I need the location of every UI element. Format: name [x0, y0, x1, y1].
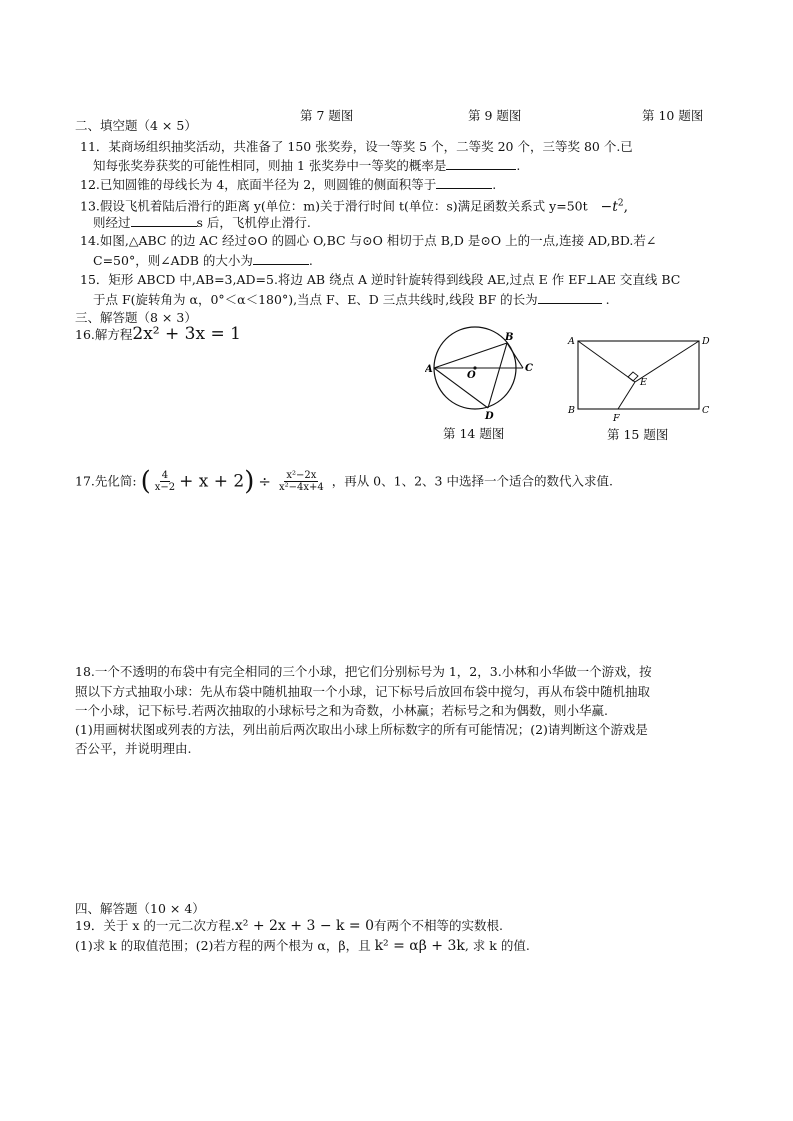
label-c: C — [525, 363, 533, 374]
section-solve-1: 三、解答题（8 × 3） — [75, 310, 197, 325]
right-paren: ) — [244, 466, 255, 497]
q16-equation: 2x² + 3x = 1 — [132, 324, 241, 344]
q12-text: 12.已知圆锥的母线长为 4，底面半径为 2，则圆锥的侧面积等于 — [80, 177, 437, 192]
q15-text: 于点 F(旋转角为 α，0°＜α＜180°),当点 F、E、D 三点共线时,线段 BF 的长为 — [93, 292, 538, 307]
q13-text3: s 后，飞机停止滑行. — [196, 215, 311, 230]
segment-ab — [434, 343, 507, 368]
segment-bc — [507, 343, 523, 368]
question-18-line2: 照以下方式抽取小球：先从布袋中随机抽取一个小球，记下标号后放回布袋中搅匀，再从布袋中随机抽取 — [75, 684, 651, 699]
question-11-line2 — [93, 157, 520, 174]
fraction-1 — [153, 470, 177, 493]
q13-minus: − — [600, 198, 613, 215]
section-solve-2: 四、解答题（10 × 4） — [75, 901, 205, 916]
label-b: B — [568, 405, 575, 416]
segment-bd — [488, 343, 507, 408]
q13-math — [592, 199, 628, 215]
q13-comma: , — [623, 198, 629, 215]
q15-blank[interactable] — [538, 291, 602, 304]
label-o: O — [467, 370, 476, 381]
question-14-line1: 14.如图,△ABC 的边 AC 经过⊙O 的圆心 O,BC 与⊙O 相切于点 B,D 是⊙O 上的一点,连接 AD,BD.若∠ — [80, 233, 657, 248]
question-18-line1: 18.一个不透明的布袋中有完全相同的三个小球，把它们分别标号为 1，2，3.小林和小华做一个游戏，按 — [75, 664, 652, 679]
q13-text2: 则经过 — [93, 215, 131, 230]
q14-period: . — [308, 253, 313, 268]
label-d: D — [702, 336, 710, 347]
fig10-caption: 第 10 题图 — [642, 108, 704, 123]
q17-suffix: ，再从 0、1、2、3 中选择一个适合的数代入求值. — [331, 473, 613, 489]
frac1-numerator: 4 — [161, 470, 169, 481]
question-13-line2 — [93, 214, 311, 231]
segment-ed — [635, 341, 699, 382]
q17-plus-terms: + x + 2 — [179, 471, 245, 492]
q17-prefix: 17.先化简: — [75, 473, 137, 489]
label-d: D — [485, 411, 494, 420]
q12-blank[interactable] — [436, 176, 492, 189]
segment-ad — [434, 368, 488, 408]
label-c: C — [702, 405, 710, 416]
q12-period: . — [492, 177, 497, 192]
question-18-line4: (1)用画树状图或列表的方法，列出前后两次取出小球上所标数字的所有可能情况；(2)请判断这个游戏是 — [75, 722, 648, 737]
right-angle-mark — [628, 372, 638, 381]
q19-text2: 有两个不相等的实数根. — [374, 918, 504, 933]
q11-blank[interactable] — [446, 157, 516, 170]
fig15-caption: 第 15 题图 — [607, 427, 669, 442]
segment-ae — [578, 341, 635, 382]
rectangle-abcd — [578, 341, 699, 409]
q19-text3: (1)求 k 的取值范围；(2)若方程的两个根为 α，β，且 — [75, 938, 371, 953]
q14-text: C=50°，则∠ADB 的大小为 — [93, 253, 253, 268]
question-15-line1: 15．矩形 ABCD 中,AB=3,AD=5.将边 AB 绕点 A 逆时针旋转得到线段 AE,过点 E 作 EF⊥AE 交直线 BC — [80, 272, 681, 287]
fig14-caption: 第 14 题图 — [443, 426, 505, 441]
q19-condition: k² = αβ + 3k — [374, 938, 465, 954]
frac2-numerator: x²−2x — [286, 470, 317, 481]
section-fill-in: 二、填空题（4 × 5） — [75, 118, 197, 133]
segment-ef — [618, 382, 635, 409]
q19-text4: , 求 k 的值. — [464, 938, 530, 953]
divide-sign: ÷ — [258, 472, 271, 491]
label-f: F — [613, 413, 620, 424]
question-13-line1 — [80, 195, 628, 215]
figure-15 — [566, 333, 716, 425]
label-a: A — [568, 336, 575, 347]
question-18-line3: 一个小球，记下标号.若两次抽取的小球标号之和为奇数，小林赢；若标号之和为偶数，则小华赢. — [75, 703, 608, 718]
question-18-line5: 否公平，并说明理由. — [75, 741, 192, 756]
question-19-line2 — [75, 938, 530, 954]
q15-period: . — [605, 292, 610, 307]
question-12 — [80, 176, 496, 193]
left-paren: ( — [140, 466, 151, 497]
question-16 — [75, 326, 241, 343]
q19-equation: x² + 2x + 3 − k = 0 — [234, 918, 375, 934]
q11-period: . — [516, 158, 521, 173]
fraction-2 — [277, 470, 326, 493]
fig7-caption: 第 7 题图 — [300, 108, 354, 123]
q11-text: 知每张奖券获奖的可能性相同，则抽 1 张奖券中一等奖的概率是 — [93, 158, 447, 173]
question-14-line2 — [93, 252, 313, 269]
question-15-line2 — [93, 291, 610, 308]
q19-text1: 19．关于 x 的一元二次方程. — [75, 918, 235, 933]
q16-prefix: 16.解方程 — [75, 327, 133, 342]
q13-text: 13.假设飞机着陆后滑行的距离 y(单位：m)关于滑行时间 t(单位：s)满足函数关系式 y=50t — [80, 198, 588, 214]
fig9-caption: 第 9 题图 — [468, 108, 522, 123]
question-11-line1: 11．某商场组织抽奖活动，共准备了 150 张奖券，设一等奖 5 个，二等奖 20 个，三等奖 80 个.已 — [80, 139, 633, 154]
q13-t: t — [612, 198, 618, 215]
label-a: A — [425, 364, 433, 375]
q13-blank[interactable] — [131, 214, 197, 227]
frac1-denominator: x−2 — [154, 482, 176, 493]
label-b: B — [505, 332, 514, 343]
frac2-denominator: x²−4x+4 — [278, 482, 324, 493]
question-17 — [75, 466, 613, 497]
q13-exp: 2 — [617, 198, 624, 208]
label-e: E — [640, 377, 647, 388]
figure-14 — [425, 326, 545, 420]
question-19-line1 — [75, 918, 503, 934]
q14-blank[interactable] — [253, 252, 309, 265]
